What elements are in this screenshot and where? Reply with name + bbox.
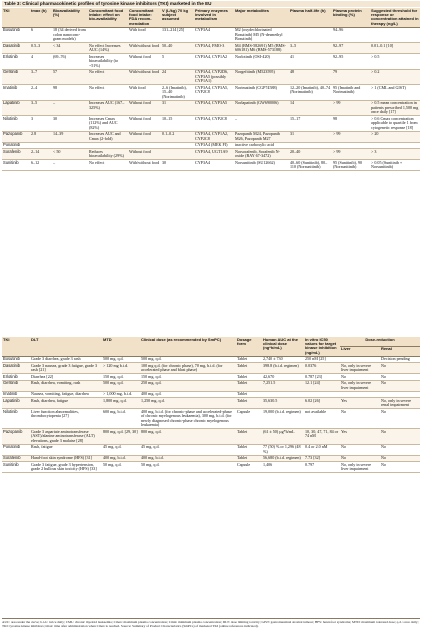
tki-name-cell: Sunitinib bbox=[2, 462, 30, 473]
table-cell: No bbox=[380, 455, 420, 462]
table-cell bbox=[88, 27, 128, 43]
tki-name-cell: Imatinib bbox=[2, 391, 30, 398]
table-row bbox=[2, 27, 420, 43]
header-cell: Plasma protein binding (%) bbox=[332, 8, 370, 27]
header-cell: TKI bbox=[2, 337, 30, 356]
table-cell: Tablet bbox=[236, 380, 262, 391]
table-cell: Increases bioavailability (to ~51%) bbox=[88, 54, 128, 70]
table-cell: – bbox=[52, 160, 88, 171]
table-cell: inactive carboxylic acid bbox=[234, 142, 289, 149]
table-cell: Diarrhea [22] bbox=[30, 374, 102, 381]
table-cell: Grade 3 diarrhea, grade 3 rash bbox=[30, 356, 102, 363]
table-cell: No bbox=[380, 462, 420, 473]
table-header-row bbox=[2, 337, 420, 346]
table-footnote: AUC: area under the curve; b.i.d.: twice daily; CML: chronic myeloid leukaemia; Cmax: maximum plasma concentration; Cmin: minimum plasma concentration; DLT: dose limiting toxicity; GIST: gastrointestinal stromal tumour; HFS: hand-foot syndrome; MTD: maximum tolerated dose; q.d.: once daily; TKI: tyrosine kinase inhibitors; tmax: time after administration when Cmax is reached. Source: Summary of Product Characteristics (SmPCs) of marketed TKI (online references indicated). bbox=[2, 620, 419, 628]
table-cell: 6 bbox=[30, 27, 52, 43]
table-cell: No effect bbox=[88, 69, 128, 85]
table-cell: < 34 bbox=[52, 43, 88, 54]
table-cell: 800 mg, q.d. [29, 30] bbox=[102, 429, 140, 445]
table-cell: Tablet bbox=[236, 429, 262, 445]
table-cell: No bbox=[340, 455, 380, 462]
table-cell: 250 nM [25] bbox=[304, 356, 340, 363]
tki-name-cell: Lapatinib bbox=[2, 398, 30, 409]
table-cell: With/without food bbox=[128, 69, 161, 85]
table-row bbox=[2, 100, 420, 116]
header-cell: Primary enzymes involved in metabolism bbox=[194, 8, 234, 27]
table-cell: Norsorafenib, Sorafenib N-oxide (BAY 67-3472) bbox=[234, 149, 289, 160]
header-cell: In vitro IC50 values for target kinase inhibition (ng/mL) bbox=[304, 337, 340, 356]
table-row bbox=[2, 85, 420, 101]
table-cell: 100 mg q.d. (for chronic phase), 70 mg, b.i.d. (for accelerated phase and blast phase) bbox=[140, 363, 236, 374]
table-cell: 7.73 [32] bbox=[304, 455, 340, 462]
table-cell: 400 mg, b.i.d. (for chronic-phase and accelerated-phase of chronic myelogenous leukaemia), 300 mg, b.i.d. (for newly diagnosed chronic-phase chronic myelogenous leukaemia) bbox=[140, 409, 236, 429]
table-cell: Norimatinib (CGP74588) bbox=[234, 85, 289, 101]
table-cell: Tablet bbox=[236, 455, 262, 462]
table-cell: Tablet bbox=[236, 398, 262, 409]
tki-name-cell: Dasatinib bbox=[2, 363, 30, 374]
table-cell: CYP3A4 (MEK FI) bbox=[194, 142, 234, 149]
table-cell: No bbox=[380, 429, 420, 445]
table-cell: Yes bbox=[340, 398, 380, 409]
table-row bbox=[2, 444, 420, 455]
table-cell: Yes bbox=[340, 429, 380, 445]
table-cell: 3 bbox=[30, 116, 52, 132]
table-cell: 600 mg, b.i.d. bbox=[102, 409, 140, 429]
table-cell: 3–7 bbox=[30, 69, 52, 85]
tki-name-cell: Bosutinib bbox=[2, 27, 30, 43]
table-row bbox=[2, 131, 420, 142]
table-row bbox=[2, 116, 420, 132]
table-cell: CYP3A4 bbox=[194, 160, 234, 171]
tki-name-cell: Nilotinib bbox=[2, 116, 30, 132]
tki-name-cell: Bosutinib bbox=[2, 356, 30, 363]
table-cell: 48 bbox=[289, 69, 332, 85]
table-cell: 30 bbox=[52, 116, 88, 132]
table-row bbox=[2, 398, 420, 409]
tki-name-cell: Gefitinib bbox=[2, 69, 30, 85]
table-cell: 95 (Sunitinib), 90 (Norsunitinib) bbox=[332, 160, 370, 171]
header-cell: Renal bbox=[380, 346, 420, 356]
table-cell: 1,250 mg, q.d. bbox=[140, 398, 236, 409]
table-cell: Norgefitinib (M523595) bbox=[234, 69, 289, 85]
table-cell: 0.797 bbox=[304, 462, 340, 473]
table-row bbox=[2, 429, 420, 445]
tki-name-cell: Dasatinib bbox=[2, 43, 30, 54]
table-cell: Increases Cmax (112%) and AUC (82%) bbox=[88, 116, 128, 132]
header-cell: Liver bbox=[340, 346, 380, 356]
table-cell: 50–40 bbox=[161, 43, 194, 54]
table-cell: > 0.6 Cmax concentration applicable to quartile 1 from cytogenetic response [18] bbox=[370, 116, 420, 132]
table-row bbox=[2, 69, 420, 85]
table-cell: No effect bbox=[88, 85, 128, 101]
table-cell: Grade 3 aspartate aminotransferase (AST)/alanine aminotransferase (ALT) elevations, grade 3 malaise [28] bbox=[30, 429, 102, 445]
table-cell: 92–95 bbox=[332, 54, 370, 70]
table-cell: No effect bbox=[88, 160, 128, 171]
table-cell: > 120 mg b.i.d. bbox=[102, 363, 140, 374]
table-cell: 20–40 bbox=[289, 149, 332, 160]
table-cell: 400 mg, b.i.d. bbox=[140, 455, 236, 462]
table-cell: 40–60 (Sunitinib), 80–110 (Norsunitinib) bbox=[289, 160, 332, 171]
table-cell: 2,740 ± 730 bbox=[262, 356, 304, 363]
table-cell: CYP3A4, CYP1A2 bbox=[194, 54, 234, 70]
table-cell: Reduces bioavailability (29%) bbox=[88, 149, 128, 160]
table-cell: No bbox=[380, 409, 420, 429]
table-cell: 79 bbox=[332, 69, 370, 85]
table-cell: not available bbox=[304, 409, 340, 429]
tki-name-cell: Erlotinib bbox=[2, 54, 30, 70]
table-cell: 92–97 bbox=[332, 43, 370, 54]
table-cell: Norlapatinib (GW690006) bbox=[234, 100, 289, 116]
table-cell: 2–14 bbox=[30, 149, 52, 160]
table-cell: 14–39 bbox=[52, 131, 88, 142]
table-cell: > 1 (CML and GIST) bbox=[370, 85, 420, 101]
header-cell: Major metabolites bbox=[234, 8, 289, 27]
table-cell: CYP3A4, UGT1A9 bbox=[194, 149, 234, 160]
table-cell: With food bbox=[128, 85, 161, 101]
table-cell: 12–20 (Imatinib), 40–74 (Norimatinib) bbox=[289, 85, 332, 101]
table-cell: 95 (Imatinib and Norimatinib) bbox=[332, 85, 370, 101]
table-cell: Pazopanib M24, Pazopanib M26, Pazopanib M27 bbox=[234, 131, 289, 142]
table-cell: 4 bbox=[30, 54, 52, 70]
table-cell: 0.0376 bbox=[304, 363, 340, 374]
table-cell: 50 mg, q.d. bbox=[102, 462, 140, 473]
table-row bbox=[2, 380, 420, 391]
table-cell: Tablet bbox=[236, 391, 262, 398]
table-cell: 1,800 mg, q.d. bbox=[102, 398, 140, 409]
table-cell: M2 (oxydechlorinated Bosutinib) M5 (N-desmethyl Bosutinib) bbox=[234, 27, 289, 43]
table-cell: No, only in severe liver impairment bbox=[340, 363, 380, 374]
table-cell: 41 bbox=[289, 54, 332, 70]
table-cell: 35,630.5 bbox=[262, 398, 304, 409]
table-cell: Nausea, vomiting, fatigue, diarrhea bbox=[30, 391, 102, 398]
table-cell: > 1,000 mg, b.i.d. bbox=[102, 391, 140, 398]
table-cell bbox=[289, 27, 332, 43]
table-cell: 500 mg, q.d. bbox=[102, 356, 140, 363]
table-cell: Tablet bbox=[236, 444, 262, 455]
table-cell bbox=[161, 149, 194, 160]
table-cell: 150 mg, q.d. bbox=[102, 374, 140, 381]
table-cell: 0.01–0.1 [10] bbox=[370, 43, 420, 54]
table-cell: 19,000 (b.i.d. regimen) bbox=[262, 409, 304, 429]
table-cell: 10, 30, 47, 71, 84 or 74 nM bbox=[304, 429, 340, 445]
table-cell: 6.02 [26] bbox=[304, 398, 340, 409]
table-cell: 2–6 (Imatinib), 15–40 (Norimatinib) bbox=[161, 85, 194, 101]
table-row bbox=[2, 363, 420, 374]
table-cell: Without food bbox=[128, 116, 161, 132]
tki-name-cell: Sorafenib bbox=[2, 455, 30, 462]
table-cell: No bbox=[340, 444, 380, 455]
header-cell: DLT bbox=[30, 337, 102, 356]
header-cell: tmax (h) bbox=[30, 8, 52, 27]
table-cell: 5 bbox=[161, 54, 194, 70]
table-row bbox=[2, 409, 420, 429]
table-cell: Decision pending bbox=[380, 356, 420, 363]
tki-name-cell: Ponatinib bbox=[2, 142, 30, 149]
table-cell: > 0.05 (Sunitinib + Norsunitinib) bbox=[370, 160, 420, 171]
table-cell: > 0.5 mean concentration in patients prescribed 1,500 mg once daily [17] bbox=[371, 100, 419, 115]
table-cell: No bbox=[380, 380, 420, 391]
table-cell: 98 bbox=[332, 116, 370, 132]
table-row bbox=[2, 160, 420, 171]
table-cell: Hand-foot skin syndrome (HFS) [31] bbox=[30, 455, 102, 462]
header-cell: MTD bbox=[102, 337, 140, 356]
table-cell: Rash, fatigue bbox=[30, 444, 102, 455]
table-cell: No bbox=[380, 363, 420, 374]
table-cell: > 99 bbox=[332, 149, 370, 160]
table-cell: > 3 bbox=[370, 149, 420, 160]
table-cell: 150 mg, q.d. bbox=[140, 374, 236, 381]
table-cell: Tablet bbox=[236, 363, 262, 374]
table-cell: 2.8 bbox=[30, 131, 52, 142]
table-cell: 45 mg, q.d. bbox=[140, 444, 236, 455]
table-cell: – bbox=[234, 116, 289, 132]
table-cell: M4 (BMS-582691) M5 (BMS-606181) M6 (BMS-573188) bbox=[234, 43, 289, 54]
table-cell: 131–214 [25] bbox=[161, 27, 194, 43]
table-cell: 0.1–0.2 bbox=[161, 131, 194, 142]
table-cell: Without food bbox=[128, 54, 161, 70]
table-cell: > 99 bbox=[332, 100, 370, 116]
table-cell: Without food bbox=[128, 149, 161, 160]
tki-name-cell: Ponatinib bbox=[2, 444, 30, 455]
table-cell: 3–5 bbox=[289, 43, 332, 54]
table-cell: 7,251.5 bbox=[262, 380, 304, 391]
table-cell: (69–76) bbox=[52, 54, 88, 70]
pharmacokinetics-table bbox=[2, 8, 420, 171]
table-cell: 0.787 [23] bbox=[304, 374, 340, 381]
header-cell: Plasma half-life (h) bbox=[289, 8, 332, 27]
table-cell: Without food bbox=[128, 100, 161, 116]
table-cell: 18 (34 derived from colon nanoconc-gram models) bbox=[52, 27, 88, 43]
table-cell: 30 bbox=[161, 160, 194, 171]
tki-name-cell: Pazopanib bbox=[2, 131, 30, 142]
table-cell: No, only in severe renal impairment bbox=[380, 398, 420, 409]
header-cell: Clinical dose (as recommended by SmPC) bbox=[140, 337, 236, 356]
table-cell: 94–96 bbox=[332, 27, 370, 43]
header-cell: V (L/kg) 70 kg subject assumed bbox=[161, 8, 194, 27]
table-cell: 3–5 bbox=[30, 100, 52, 116]
table-row bbox=[2, 149, 420, 160]
table-caption: Table 3: Clinical pharmacokinetic profiles of tyrosine kinase inhibitors (TKI) marketed in the EU bbox=[2, 1, 420, 7]
table-cell: 77 (50) % or 1,296 (48 %) bbox=[262, 444, 304, 455]
table-cell: Without food bbox=[128, 131, 161, 142]
header-cell: TKI bbox=[2, 8, 30, 27]
table-cell: 31 bbox=[289, 131, 332, 142]
table-cell: CYP3A4, CYP1A2, CYP2C8 bbox=[194, 131, 234, 142]
table-cell: 98 bbox=[52, 85, 88, 101]
table-cell: Grade 3 fatigue, grade 3 hypertension, grade 2 bullous skin toxicity (HFS) [33] bbox=[30, 462, 102, 473]
table-row bbox=[2, 54, 420, 70]
table-cell: Increases AUC and Cmax (2-fold) bbox=[88, 131, 128, 142]
table-cell: 398.8 (b.i.d. regimen) bbox=[262, 363, 304, 374]
header-cell: Dosage form bbox=[236, 337, 262, 356]
table-cell: 500 mg, q.d. bbox=[102, 380, 140, 391]
table-cell: 45 mg, q.d. bbox=[102, 444, 140, 455]
table-cell: > 0.2 bbox=[370, 69, 420, 85]
table-cell: With/without food bbox=[128, 43, 161, 54]
table-cell: Capsule bbox=[236, 462, 262, 473]
table-cell: 57 bbox=[52, 69, 88, 85]
table-cell: 250 mg, q.d. bbox=[140, 380, 236, 391]
tki-name-cell: Gefitinib bbox=[2, 380, 30, 391]
table-cell: 56,680 (b.i.d. regimen) bbox=[262, 455, 304, 462]
header-cell: Suggested threshold for response or concentration attained in therapy (ng/L) bbox=[371, 7, 419, 26]
table-cell: No effect Increases AUC (14%) bbox=[88, 43, 128, 54]
table-row bbox=[2, 43, 420, 54]
tki-name-cell: Pazopanib bbox=[2, 429, 30, 445]
tki-name-cell: Sunitinib bbox=[2, 160, 30, 171]
table-cell: 2–4 bbox=[30, 85, 52, 101]
table-cell: 31 bbox=[161, 100, 194, 116]
table-cell: 10–15 bbox=[161, 116, 194, 132]
table-cell: > 99 bbox=[332, 131, 370, 142]
table-cell: 6–12 bbox=[30, 160, 52, 171]
table-cell: With food bbox=[128, 27, 161, 43]
table-cell: Tablet bbox=[236, 356, 262, 363]
table-cell: CYP3A4, CYP3A5 bbox=[194, 100, 234, 116]
table-cell: Grade 3 nausea, grade 3 fatigue, grade 3 rash [21] bbox=[30, 363, 102, 374]
table-cell: Rash, diarrhea, fatigue bbox=[30, 398, 102, 409]
table-cell: 24 bbox=[161, 69, 194, 85]
table-cell: < 50 bbox=[52, 149, 88, 160]
table-cell: No bbox=[380, 444, 420, 455]
table-cell: CYP3A4, FMO-3 bbox=[194, 43, 234, 54]
table-cell: 400 mg, q.d. bbox=[140, 391, 236, 398]
table-cell: Norlotinib (OSI-420) bbox=[234, 54, 289, 70]
table-cell: Liver function abnormalities, thrombocytopenia [27] bbox=[30, 409, 102, 429]
tki-name-cell: Nilotinib bbox=[2, 409, 30, 429]
table-cell: – bbox=[52, 100, 88, 116]
table-cell: (61 ± 50) µg*h/mL bbox=[262, 429, 304, 445]
table-row bbox=[2, 462, 420, 473]
tki-name-cell: Lapatinib bbox=[2, 100, 30, 116]
table-cell: 1,406 bbox=[262, 462, 304, 473]
header-cell: Concomitant food intake: effect on bio-availability bbox=[88, 8, 128, 27]
table-cell: 50 mg, q.d. bbox=[140, 462, 236, 473]
table-cell: 0.5–3 bbox=[30, 43, 52, 54]
table-cell: 15–17 bbox=[289, 116, 332, 132]
table-cell: With/without food bbox=[128, 160, 161, 171]
header-cell: Concomitant food intake: FDA recom-mendation bbox=[128, 8, 161, 27]
table-cell: 500 mg, q.d. bbox=[140, 356, 236, 363]
table-cell: Norsunitinib (SU12662) bbox=[234, 160, 289, 171]
table-cell: CYP3A4, CYP2C8 bbox=[194, 116, 234, 132]
table-cell: 42,670 bbox=[262, 374, 304, 381]
header-cell: Human AUC at the clinical dose (ng*h/mL) bbox=[262, 337, 304, 356]
table-cell: Increases AUC (167–325%) bbox=[88, 100, 128, 116]
table-cell: 400 mg, b.i.d. bbox=[102, 455, 140, 462]
table-cell: CYP3A4 bbox=[194, 27, 234, 43]
table-cell: 0.4 or 2.0 nM bbox=[304, 444, 340, 455]
table-cell: 12.1 [24] bbox=[304, 380, 340, 391]
table-header-row bbox=[2, 8, 420, 27]
table-cell: No, only in severe liver impairment bbox=[340, 462, 380, 473]
tki-name-cell: Sorafenib bbox=[2, 149, 30, 160]
table-cell: No bbox=[380, 374, 420, 381]
table-cell: Tablet bbox=[236, 374, 262, 381]
table-cell: Rash, diarrhea, vomiting, rash bbox=[30, 380, 102, 391]
tki-name-cell: Imatinib bbox=[2, 85, 30, 101]
table-cell: Capsule bbox=[236, 409, 262, 429]
table-cell: 800 mg, q.d. bbox=[140, 429, 236, 445]
table-cell: > 0.5 bbox=[370, 54, 420, 70]
table-cell bbox=[370, 27, 420, 43]
table-cell: No bbox=[340, 374, 380, 381]
table-cell: > 20 bbox=[370, 131, 420, 142]
table-cell: CYP3A4, CYP2D6, CYP3A5 (possibly CYP1A1) bbox=[194, 69, 234, 85]
toxicity-dosing-table bbox=[2, 337, 420, 473]
tki-name-cell: Erlotinib bbox=[2, 374, 30, 381]
header-cell: Dose-reduction bbox=[340, 337, 420, 346]
header-cell: Bioavailability (%) bbox=[52, 8, 88, 27]
table-cell: No, only in severe liver impairment bbox=[340, 380, 380, 391]
table-cell: CYP3A4, CYP3A5, CYP2C8 bbox=[194, 85, 234, 101]
table-cell: No bbox=[340, 409, 380, 429]
table-cell: 14 bbox=[289, 100, 332, 116]
